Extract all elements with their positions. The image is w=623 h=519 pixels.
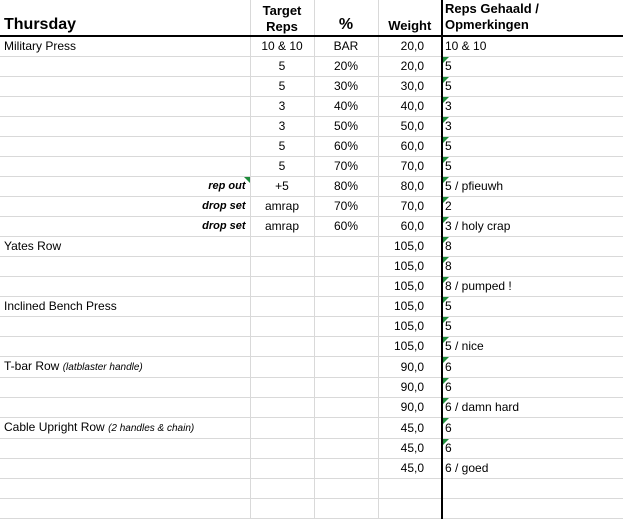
reps-done-notes-cell[interactable] <box>442 479 623 499</box>
table-row <box>0 97 623 117</box>
table-row <box>0 57 623 77</box>
reps-done-notes-cell[interactable] <box>442 77 623 97</box>
reps-done-notes-cell[interactable] <box>442 499 623 519</box>
comment-indicator-icon[interactable] <box>443 97 449 103</box>
notes-text: 5 <box>445 319 452 333</box>
reps-done-notes-cell[interactable] <box>442 177 623 197</box>
table-row <box>0 459 623 479</box>
percent-cell[interactable] <box>314 337 378 357</box>
exercise-cell[interactable] <box>0 378 250 398</box>
target-reps-cell[interactable] <box>250 398 314 418</box>
reps-done-notes-cell[interactable] <box>442 257 623 277</box>
notes-text: 6 <box>445 380 452 394</box>
weight-cell[interactable]: 90,0 <box>378 378 442 398</box>
weight-cell[interactable]: 105,0 <box>378 237 442 257</box>
notes-text: 6 <box>445 420 452 435</box>
table-row <box>0 337 623 357</box>
day-title: Thursday <box>4 16 77 33</box>
comment-indicator-icon[interactable] <box>443 357 449 363</box>
header-percent-cell[interactable] <box>314 0 378 36</box>
reps-done-notes-cell[interactable] <box>442 297 623 317</box>
table-row <box>0 36 623 57</box>
target-reps-cell[interactable] <box>250 499 314 519</box>
comment-indicator-icon[interactable] <box>443 237 449 243</box>
reps-done-notes-cell[interactable] <box>442 117 623 137</box>
exercise-cell[interactable] <box>0 237 250 257</box>
comment-indicator-icon[interactable] <box>244 177 250 183</box>
weight-cell[interactable]: 80,0 <box>378 177 442 197</box>
percent-cell[interactable]: 30% <box>314 77 378 97</box>
comment-indicator-icon[interactable] <box>443 297 449 303</box>
exercise-name: T-bar Row <box>4 359 60 373</box>
exercise-cell[interactable] <box>0 36 250 57</box>
table-row <box>0 499 623 519</box>
percent-cell[interactable] <box>314 277 378 297</box>
header-target-reps-cell[interactable] <box>250 0 314 36</box>
percent-cell[interactable] <box>314 317 378 337</box>
target-reps-cell[interactable] <box>250 378 314 398</box>
percent-cell[interactable]: BAR <box>314 36 378 57</box>
weight-cell[interactable]: 40,0 <box>378 97 442 117</box>
comment-indicator-icon[interactable] <box>443 217 449 223</box>
notes-text: 10 & 10 <box>445 39 487 53</box>
exercise-cell[interactable] <box>0 157 250 177</box>
exercise-name: Inclined Bench Press <box>4 299 117 313</box>
set-type-label: drop set <box>202 200 246 212</box>
weight-cell[interactable]: 50,0 <box>378 117 442 137</box>
table-row <box>0 77 623 97</box>
exercise-note: (latblaster handle) <box>62 362 143 373</box>
exercise-cell[interactable] <box>0 357 250 378</box>
set-type-label: rep out <box>208 180 246 192</box>
notes-text: 3 / holy crap <box>445 219 511 233</box>
notes-text: 6 <box>445 441 452 455</box>
exercise-cell[interactable] <box>0 439 250 459</box>
table-row <box>0 317 623 337</box>
exercise-cell[interactable] <box>0 337 250 357</box>
notes-text: 5 / pfieuwh <box>445 179 504 193</box>
comment-indicator-icon[interactable] <box>443 398 449 404</box>
table-row <box>0 117 623 137</box>
table-row <box>0 378 623 398</box>
exercise-cell[interactable] <box>0 137 250 157</box>
target-reps-cell[interactable] <box>250 277 314 297</box>
table-row <box>0 257 623 277</box>
header-notes-line2: Opmerkingen <box>445 17 529 32</box>
percent-cell[interactable]: 40% <box>314 97 378 117</box>
notes-text: 5 <box>445 159 452 173</box>
weight-cell[interactable] <box>378 499 442 519</box>
reps-done-notes-cell[interactable] <box>442 357 623 378</box>
exercise-cell[interactable] <box>0 297 250 317</box>
exercise-cell[interactable] <box>0 459 250 479</box>
target-reps-cell[interactable]: 5 <box>250 77 314 97</box>
notes-text: 2 <box>445 199 452 213</box>
reps-done-notes-cell[interactable] <box>442 217 623 237</box>
header-percent: % <box>338 16 354 33</box>
notes-text: 8 <box>445 259 452 273</box>
percent-cell[interactable]: 70% <box>314 197 378 217</box>
header-target-reps-line1: Target <box>262 3 302 18</box>
weight-cell[interactable]: 105,0 <box>378 297 442 317</box>
exercise-name: Cable Upright Row <box>4 420 105 434</box>
table-row <box>0 137 623 157</box>
exercise-cell[interactable] <box>0 257 250 277</box>
percent-cell[interactable] <box>314 459 378 479</box>
target-reps-cell[interactable] <box>250 459 314 479</box>
percent-cell[interactable]: 50% <box>314 117 378 137</box>
exercise-cell[interactable] <box>0 177 250 197</box>
comment-indicator-icon[interactable] <box>443 177 449 183</box>
weight-cell[interactable]: 45,0 <box>378 418 442 439</box>
target-reps-cell[interactable]: amrap <box>250 217 314 237</box>
percent-cell[interactable]: 80% <box>314 177 378 197</box>
comment-indicator-icon[interactable] <box>443 117 449 123</box>
reps-done-notes-cell[interactable] <box>442 378 623 398</box>
reps-done-notes-cell[interactable] <box>442 337 623 357</box>
percent-cell[interactable] <box>314 237 378 257</box>
comment-indicator-icon[interactable] <box>443 337 449 343</box>
weight-cell[interactable]: 20,0 <box>378 57 442 77</box>
percent-cell[interactable] <box>314 398 378 418</box>
exercise-cell[interactable] <box>0 197 250 217</box>
exercise-cell[interactable] <box>0 317 250 337</box>
weight-cell[interactable]: 45,0 <box>378 439 442 459</box>
exercise-cell[interactable] <box>0 217 250 237</box>
notes-text: 3 <box>445 99 452 113</box>
exercise-cell[interactable] <box>0 97 250 117</box>
notes-text: 6 / damn hard <box>445 400 520 414</box>
notes-text: 8 <box>445 239 452 253</box>
comment-indicator-icon[interactable] <box>443 197 449 203</box>
target-reps-cell[interactable]: 10 & 10 <box>250 36 314 57</box>
header-day-cell[interactable] <box>0 0 250 36</box>
reps-done-notes-cell[interactable] <box>442 277 623 297</box>
exercise-cell[interactable] <box>0 499 250 519</box>
reps-done-notes-cell[interactable] <box>442 157 623 177</box>
weight-cell[interactable]: 70,0 <box>378 157 442 177</box>
percent-cell[interactable] <box>314 479 378 499</box>
comment-indicator-icon[interactable] <box>443 157 449 163</box>
table-row <box>0 157 623 177</box>
target-reps-cell[interactable]: 5 <box>250 57 314 77</box>
reps-done-notes-cell[interactable] <box>442 317 623 337</box>
header-target-reps-line2: Reps <box>266 19 298 34</box>
weight-cell[interactable]: 105,0 <box>378 277 442 297</box>
percent-cell[interactable] <box>314 439 378 459</box>
exercise-cell[interactable] <box>0 277 250 297</box>
percent-cell[interactable]: 70% <box>314 157 378 177</box>
table-row <box>0 217 623 237</box>
target-reps-cell[interactable]: +5 <box>250 177 314 197</box>
exercise-cell[interactable] <box>0 418 250 439</box>
reps-done-notes-cell[interactable] <box>442 459 623 479</box>
target-reps-cell[interactable]: amrap <box>250 197 314 217</box>
exercise-name: Military Press <box>4 39 77 53</box>
table-row <box>0 277 623 297</box>
table-row <box>0 197 623 217</box>
exercise-cell[interactable] <box>0 77 250 97</box>
weight-cell[interactable]: 90,0 <box>378 357 442 378</box>
target-reps-cell[interactable] <box>250 439 314 459</box>
percent-cell[interactable] <box>314 297 378 317</box>
target-reps-cell[interactable] <box>250 317 314 337</box>
reps-done-notes-cell[interactable] <box>442 57 623 77</box>
percent-cell[interactable] <box>314 418 378 439</box>
comment-indicator-icon[interactable] <box>443 418 449 424</box>
exercise-cell[interactable] <box>0 398 250 418</box>
notes-text: 5 <box>445 139 452 153</box>
exercise-cell[interactable] <box>0 57 250 77</box>
comment-indicator-icon[interactable] <box>443 57 449 63</box>
reps-done-notes-cell[interactable] <box>442 97 623 117</box>
notes-text: 3 <box>445 119 452 133</box>
target-reps-cell[interactable] <box>250 357 314 378</box>
reps-done-notes-cell[interactable] <box>442 36 623 57</box>
table-row <box>0 177 623 197</box>
target-reps-cell[interactable] <box>250 257 314 277</box>
weight-cell[interactable]: 45,0 <box>378 459 442 479</box>
table-row <box>0 479 623 499</box>
weight-cell[interactable]: 90,0 <box>378 398 442 418</box>
table-row <box>0 418 623 439</box>
comment-indicator-icon[interactable] <box>443 378 449 384</box>
exercise-note: (2 handles & chain) <box>108 423 195 434</box>
comment-indicator-icon[interactable] <box>443 77 449 83</box>
comment-indicator-icon[interactable] <box>443 257 449 263</box>
exercise-cell[interactable] <box>0 479 250 499</box>
set-type-label: drop set <box>202 220 246 232</box>
reps-done-notes-cell[interactable] <box>442 418 623 439</box>
header-row <box>0 0 623 36</box>
table-row <box>0 398 623 418</box>
reps-done-notes-cell[interactable] <box>442 137 623 157</box>
reps-done-notes-cell[interactable] <box>442 197 623 217</box>
reps-done-notes-cell[interactable] <box>442 237 623 257</box>
header-weight: Weight <box>388 18 432 33</box>
percent-cell[interactable] <box>314 378 378 398</box>
notes-text: 8 / pumped ! <box>445 279 512 293</box>
header-notes-cell[interactable] <box>442 0 623 36</box>
weight-cell[interactable] <box>378 479 442 499</box>
table-row <box>0 297 623 317</box>
weight-cell[interactable]: 105,0 <box>378 337 442 357</box>
table-row <box>0 237 623 257</box>
notes-text: 6 <box>445 359 452 374</box>
target-reps-cell[interactable]: 5 <box>250 137 314 157</box>
target-reps-cell[interactable] <box>250 237 314 257</box>
comment-indicator-icon[interactable] <box>443 439 449 445</box>
target-reps-cell[interactable] <box>250 297 314 317</box>
notes-text: 5 <box>445 59 452 73</box>
exercise-name: Yates Row <box>4 239 62 253</box>
header-weight-cell[interactable] <box>378 0 442 36</box>
table-row <box>0 357 623 378</box>
percent-cell[interactable]: 20% <box>314 57 378 77</box>
weight-cell[interactable]: 30,0 <box>378 77 442 97</box>
percent-cell[interactable] <box>314 499 378 519</box>
reps-done-notes-cell[interactable] <box>442 439 623 459</box>
comment-indicator-icon[interactable] <box>443 137 449 143</box>
weight-cell[interactable]: 60,0 <box>378 217 442 237</box>
target-reps-cell[interactable]: 3 <box>250 117 314 137</box>
target-reps-cell[interactable] <box>250 418 314 439</box>
percent-cell[interactable] <box>314 257 378 277</box>
percent-cell[interactable] <box>314 357 378 378</box>
notes-text: 5 / nice <box>445 339 484 353</box>
header-notes-line1: Reps Gehaald / <box>445 1 539 16</box>
weight-cell[interactable]: 105,0 <box>378 317 442 337</box>
comment-indicator-icon[interactable] <box>443 317 449 323</box>
exercise-cell[interactable] <box>0 117 250 137</box>
weight-cell[interactable]: 70,0 <box>378 197 442 217</box>
weight-cell[interactable]: 105,0 <box>378 257 442 277</box>
weight-cell[interactable]: 60,0 <box>378 137 442 157</box>
comment-indicator-icon[interactable] <box>443 277 449 283</box>
percent-cell[interactable]: 60% <box>314 137 378 157</box>
target-reps-cell[interactable]: 3 <box>250 97 314 117</box>
reps-done-notes-cell[interactable] <box>442 398 623 418</box>
notes-text: 5 <box>445 79 452 93</box>
target-reps-cell[interactable]: 5 <box>250 157 314 177</box>
percent-cell[interactable]: 60% <box>314 217 378 237</box>
notes-text: 5 <box>445 299 452 313</box>
weight-cell[interactable]: 20,0 <box>378 36 442 57</box>
table-row <box>0 439 623 459</box>
target-reps-cell[interactable] <box>250 479 314 499</box>
target-reps-cell[interactable] <box>250 337 314 357</box>
notes-text: 6 / goed <box>445 461 489 475</box>
